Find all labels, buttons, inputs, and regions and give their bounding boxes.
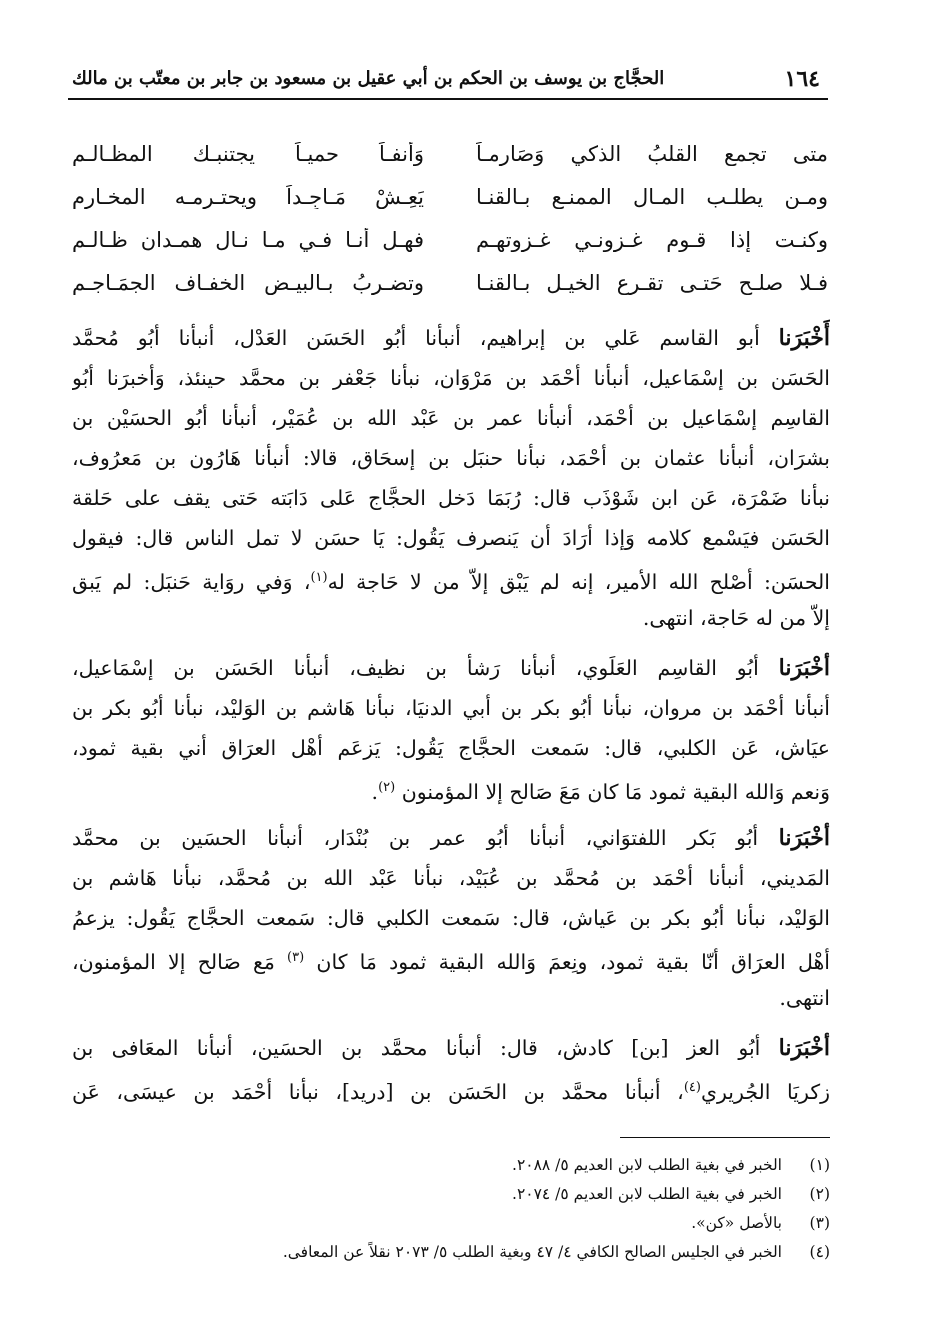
text-line: زكريَا الجُريري$^{(٤)}$، أنبأنا محمَّد بن الحَسَن بن [دريد]، نبأنا أحْمَد بن عيسَى، عَن — [72, 1079, 830, 1104]
footnote-text: الخبر في بغية الطلب لابن العديم ٥/ ٢٠٧٤. — [512, 1184, 782, 1203]
text-line: الوَليْد، نبأنا أبُو بكر بن عَياش، قال: سَمعت الكلبي قال: سَمعت الحجَّاج يَقُول: يزعمُ — [72, 906, 830, 930]
hemistich-left: وتضـربُ بـالبيـض الخفـاف الجمَـاجـم — [72, 270, 424, 295]
hemistich-right: فـلا صلـح حَتـى تقـرع الخيـل بـالقنـا — [476, 270, 828, 295]
text-line: المَديني، أنبأنا أحْمَد بن مُحمَّد بن عُبَيْد، نبأنا عَبْد الله بن مُحمَّد، نبأنا هَاشم بن — [72, 866, 830, 890]
poem-line — [72, 175, 828, 218]
text-line: أخْبَرَنا أبُو بَكر اللفتوَاني، أنبأنا أبُو عمر بن بُنْدَار، أنبأنا الحسَين بن محمَّد — [72, 825, 830, 851]
hemistich-left: وَأنفـاً حميـاً يجتنبـك المظـالـم — [72, 141, 424, 166]
footnote — [72, 1237, 830, 1266]
text-line: عيَاش، عَن الكلبي، قال: سَمعت الحجَّاج يَقُول: يَزعَم أهْل العرَاق أني بقية ثمود، — [72, 736, 830, 760]
footnote — [72, 1150, 830, 1179]
paragraph-4 — [72, 1028, 830, 1108]
lead-word: أَخْبَرَنا — [778, 325, 830, 351]
footnote-ref[interactable]: (٣) — [287, 950, 305, 965]
lead-word: أخْبَرَنا — [778, 1035, 830, 1061]
footnote-number: (٢) — [809, 1184, 830, 1203]
hemistich-left: يَعِـشْ مَـاجِـداً ويحتـرمـه المخـارم — [72, 184, 424, 209]
page-number: ١٦٤ — [784, 66, 820, 92]
footnote-number: (٣) — [809, 1213, 830, 1232]
text-line: الحَسَن بن إسْمَاعيل، أنبأنا أحْمَد بن مَرْوَان، نبأنا جَعْفر بن محمَّد حينئذ، وَأخبرَنا أبُو — [72, 366, 830, 390]
paragraph-1 — [72, 318, 830, 638]
paragraph-3 — [72, 818, 830, 1018]
page-header — [68, 62, 828, 100]
text-line: أخْبَرَنا أبُو القاسِم العَلَوي، أنبأنا رَشأ بن نظيف، أنبأنا الحَسَن بن إسْمَاعيل، — [72, 655, 830, 681]
text-line: أنبأنا أحْمَد بن مروان، نبأنا أبُو بكر بن أبي الدنيَا، نبأنا هَاشم بن الوَليْد، نبأنا أبُو بكر بن — [72, 696, 830, 720]
poem-line — [72, 261, 828, 304]
footnote-ref[interactable]: (١) — [310, 570, 328, 585]
footnote-text: الخبر في بغية الطلب لابن العديم ٥/ ٢٠٨٨. — [512, 1155, 782, 1174]
text-line: وَنعم وَالله البقية ثمود مَا كان مَعَ صَالح إلا المؤمنون $^{(٢)}$. — [371, 779, 830, 804]
footnote-text: بالأصل «كن». — [691, 1213, 782, 1232]
hemistich-right: متى تجمع القلبُ الذكي وَصَارِمـاً — [476, 141, 828, 166]
text-line: الحسَن: أصْلح الله الأمير، إنه لم يَبْق إلاّ من لا حَاجة له$^{(١)}$، وَفي روَاية حَنبَل: لم يَبق — [72, 569, 830, 594]
text-line: أخْبَرَنا أبُو العز [بن] كادش، قال: أنبأنا محمَّد بن الحسَين، أنبأنا المعَافى بن — [72, 1035, 830, 1061]
footnote-ref[interactable]: (٤) — [683, 1080, 701, 1095]
text-line: بشرَان، أنبأنا عثمان بن أحْمَد، نبأنا حنبَل بن إسحَاق، قالا: أنبأنا هَارُون بن مَعرُوف، — [72, 446, 830, 470]
footnote-separator — [620, 1137, 830, 1138]
footnote — [72, 1208, 830, 1237]
text-line: إلاّ من له حَاجة، انتهى. — [642, 606, 830, 630]
poem-line — [72, 132, 828, 175]
footnote-ref[interactable]: (٢) — [378, 780, 396, 795]
paragraph-2 — [72, 648, 830, 808]
footnote — [72, 1179, 830, 1208]
footnotes — [72, 1150, 830, 1266]
hemistich-left: فهـل أنـا فـي مـا نـال همـدان ظـالـم — [72, 227, 424, 252]
poem-line — [72, 218, 828, 261]
lead-word: أخْبَرَنا — [778, 655, 830, 681]
hemistich-right: ومـن يطلـب المـال الممنـع بـالقنـا — [476, 184, 828, 209]
hemistich-right: وكنـت إذا قـوم غـزونـي غـزوتهـم — [476, 227, 828, 252]
text-line: انتهى. — [779, 986, 830, 1010]
body-text — [72, 318, 830, 1118]
text-line: أَخْبَرَنا أبو القاسم عَلي بن إبراهيم، أنبأنا أبُو الحَسَن العَدْل، أنبأنا أبُو مُحمَّد — [72, 325, 830, 351]
footnote-number: (٤) — [809, 1242, 830, 1261]
text-line: نبأنا ضَمْرَة، عَن ابن شَوْذَب قال: رُبَمَا دَخل الحجَّاج عَلى دَابَته حَتى يقف على حَلقة — [72, 486, 830, 510]
text-line: القاسِم إسْمَاعيل بن أحْمَد، أنبأنا عمر بن عَبْد الله بن عُمَيْر، أنبأنا أبُو الحسَيْن بن — [72, 406, 830, 430]
text-line: الحَسَن فيَسْمع كلامه وَإذا أرَادَ أن يَنصرف يَقُول: يَا حسَن لا تمل الناس قال: فيقول — [72, 526, 830, 550]
running-title: الحجَّاج بن يوسف بن الحكم بن أبي عقيل بن مسعود بن جابر بن معتّب بن مالك — [72, 68, 665, 89]
text-line: أهْل العرَاق أنّا بقية ثمود، ونِعمَ وَالله البقية ثمود مَا كان $^{(٣)}$ مَع صَالح إلا المؤمنون، — [72, 949, 830, 974]
footnote-number: (١) — [809, 1155, 830, 1174]
footnote-text: الخبر في الجليس الصالح الكافي ٤/ ٤٧ وبغية الطلب ٥/ ٢٠٧٣ نقلاً عن المعافى. — [282, 1242, 782, 1261]
lead-word: أخْبَرَنا — [778, 825, 830, 851]
poem — [72, 132, 828, 304]
